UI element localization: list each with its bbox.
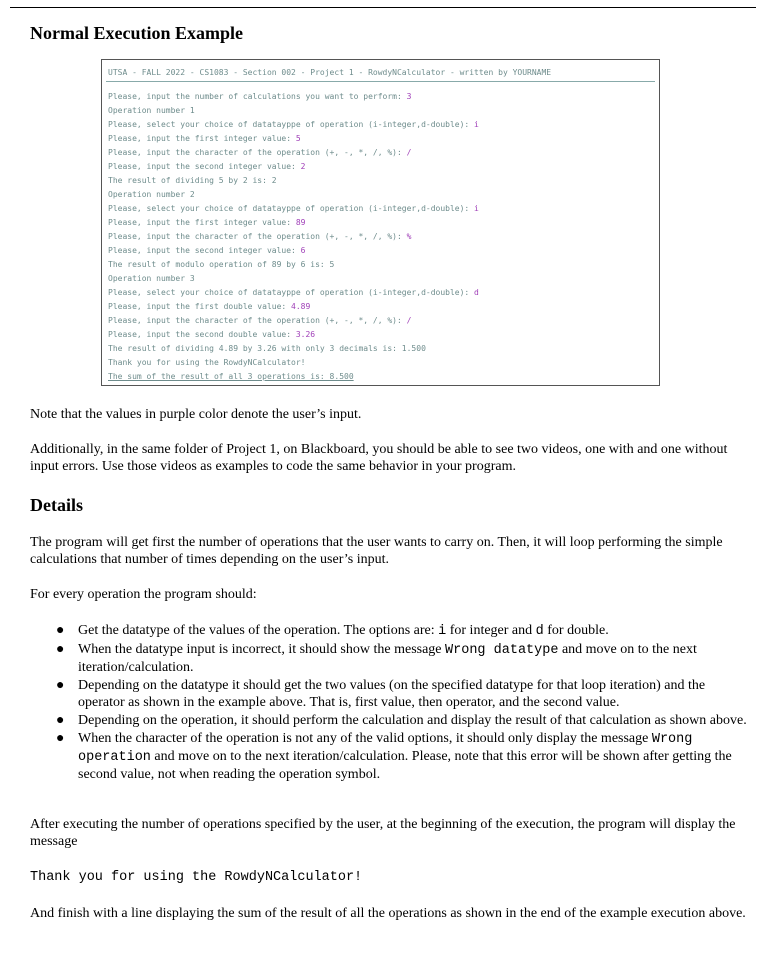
console-prompt: Please, input the character of the operation (+, -, *, /, %):: [108, 148, 407, 157]
console-screenshot: [101, 59, 660, 386]
console-user-input: 89: [295, 218, 306, 227]
console-line: [108, 132, 653, 146]
console-user-input: /: [406, 316, 412, 325]
console-line: [108, 258, 653, 272]
list-item: ● When the datatype input is incorrect, it should show the message Wrong datatype and move on to the next iteration/calculation.: [56, 642, 697, 675]
console-user-input: %: [406, 232, 412, 241]
console-prompt: Please, input the first integer value:: [108, 134, 296, 143]
console-line: [108, 174, 653, 188]
console-prompt: Please, select your choice of datatayppe of operation (i-integer,d-double):: [108, 204, 475, 213]
console-line: [108, 90, 653, 104]
console-line: [108, 188, 653, 202]
top-divider: [10, 7, 756, 8]
console-prompt: Please, input the character of the operation (+, -, *, /, %):: [108, 232, 407, 241]
console-line: [108, 356, 653, 370]
console-prompt: Please, input the first integer value:: [108, 218, 296, 227]
console-line: [108, 118, 653, 132]
list-item: ● When the character of the operation is not any of the valid options, it should only display the message Wrong operation and move on to the next iteration/calculation. Please, note that this error will be shown after getting the second value, not when reading the operation symbol.: [56, 731, 732, 782]
console-line: [108, 272, 653, 286]
console-user-input: 3: [406, 92, 412, 101]
console-user-input: 3.26: [295, 330, 316, 339]
console-line: [108, 328, 653, 342]
console-prompt: Please, select your choice of datatayppe of operation (i-integer,d-double):: [108, 288, 475, 297]
note-purple-input: Note that the values in purple color denote the user’s input.: [30, 407, 362, 422]
bullet-icon: ●: [56, 678, 65, 693]
console-prompt: Please, input the second integer value:: [108, 162, 301, 171]
console-user-input: i: [474, 204, 479, 213]
thank-you-message: Thank you for using the RowdyNCalculator!: [30, 870, 363, 885]
console-prompt: The result of dividing 5 by 2 is: 2: [108, 176, 277, 185]
console-prompt: Please, input the second double value:: [108, 330, 296, 339]
console-line: [108, 370, 653, 384]
console-user-input: 4.89: [291, 302, 311, 311]
note-videos: Additionally, in the same folder of Project 1, on Blackboard, you should be able to see two videos, one with and one without input errors. Use those videos as examples to code the same behavior in your program.: [30, 442, 728, 474]
console-line: [108, 216, 653, 230]
console-user-input: d: [474, 288, 479, 297]
list-item: ● Get the datatype of the values of the operation. The options are: i for integer and d for double.: [56, 623, 609, 639]
bullet-icon: ●: [56, 623, 65, 638]
console-prompt: The result of dividing 4.89 by 3.26 with only 3 decimals is: 1.500: [108, 344, 426, 353]
console-line: [108, 146, 653, 160]
console-line: [108, 314, 653, 328]
console-line: [108, 342, 653, 356]
console-lines: [108, 90, 653, 384]
console-prompt: Please, input the second integer value:: [108, 246, 301, 255]
console-line: [108, 104, 653, 118]
console-header: UTSA - FALL 2022 - CS1083 - Section 002 - Project 1 - RowdyNCalculator - written by YOURNAME: [108, 68, 552, 77]
console-prompt: Operation number 3: [108, 274, 195, 283]
console-user-input: 6: [300, 246, 306, 255]
console-prompt: Please, input the character of the operation (+, -, *, /, %):: [108, 316, 407, 325]
console-prompt: The result of modulo operation of 89 by 6 is: 5: [108, 260, 335, 269]
console-prompt: Operation number 2: [108, 190, 195, 199]
console-user-input: 2: [300, 162, 306, 171]
console-prompt: Operation number 1: [108, 106, 195, 115]
console-prompt: Please, input the number of calculations you want to perform:: [108, 92, 407, 101]
after-execution: After executing the number of operations specified by the user, at the beginning of the execution, the program will display the message: [30, 817, 736, 849]
console-user-input: 5: [295, 134, 301, 143]
finish-note: And finish with a line displaying the sum of the result of all the operations as shown in the end of the example execution above.: [30, 906, 746, 921]
console-line: [108, 244, 653, 258]
console-user-input: /: [406, 148, 412, 157]
console-line: [108, 230, 653, 244]
bullet-icon: ●: [56, 642, 65, 657]
bullet-icon: ●: [56, 713, 65, 728]
console-user-input: i: [474, 120, 479, 129]
console-line: [108, 286, 653, 300]
console-prompt: Please, select your choice of datatayppe of operation (i-integer,d-double):: [108, 120, 475, 129]
heading-normal-execution: Normal Execution Example: [30, 23, 243, 43]
list-item: ● Depending on the datatype it should get the two values (on the specified datatype for that loop iteration) and the operator as shown in the example above. That is, first value, then operator, and the second value.: [56, 678, 706, 710]
console-line: [108, 202, 653, 216]
console-separator: [106, 81, 655, 82]
console-line: [108, 160, 653, 174]
console-prompt: The sum of the result of all 3 operations is: 8.500: [108, 372, 354, 381]
list-item: ● Depending on the operation, it should perform the calculation and display the result of that calculation as shown above.: [56, 713, 747, 728]
bullet-icon: ●: [56, 731, 65, 746]
console-prompt: Thank you for using the RowdyNCalculator!: [108, 358, 306, 367]
heading-details: Details: [30, 495, 83, 515]
requirements-list: [30, 622, 750, 784]
console-prompt: Please, input the first double value:: [108, 302, 292, 311]
details-intro: The program will get first the number of operations that the user wants to carry on. Then, it will loop performing the simple calculations that number of times depending on the user’s input.: [30, 535, 723, 567]
for-every-operation: For every operation the program should:: [30, 587, 257, 602]
console-line: [108, 300, 653, 314]
